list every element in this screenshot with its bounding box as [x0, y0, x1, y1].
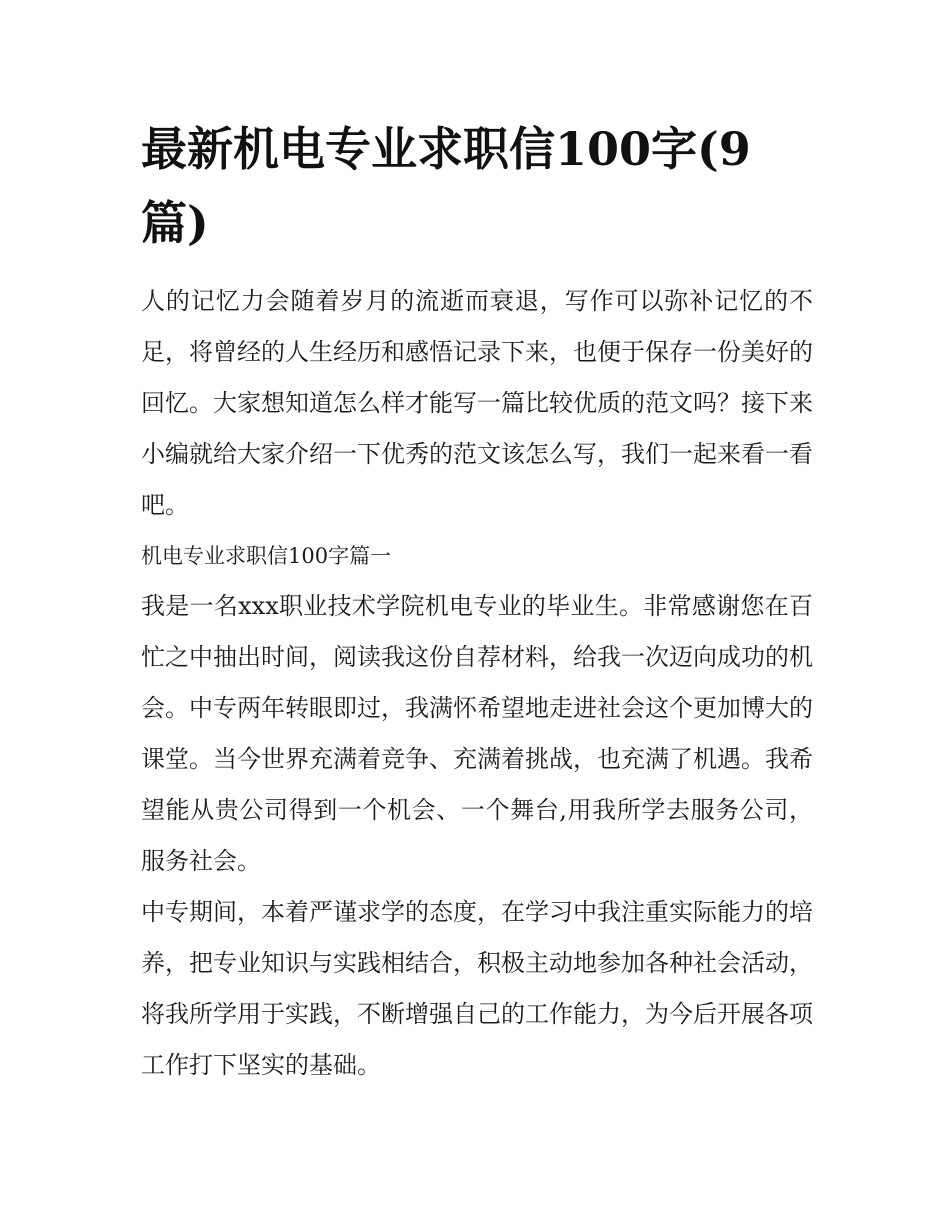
section-heading: 机电专业求职信100字篇一: [141, 544, 392, 568]
document-title: 最新机电专业求职信100字(9篇): [141, 122, 751, 250]
body-paragraph-2: 中专期间，本着严谨求学的态度，在学习中我注重实际能力的培养，把专业知识与实践相结合，积极主动地参加各种社会活动，将我所学用于实践，不断增强自己的工作能力，为今后开展各项工作打下坚实的基础。: [141, 898, 813, 1079]
body-paragraph-1: 我是一名xxx职业技术学院机电专业的毕业生。非常感谢您在百忙之中抽出时间，阅读我这份自荐材料，给我一次迈向成功的机会。中专两年转眼即过，我满怀希望地走进社会这个更加博大的课堂。当今世界充满着竞争、充满着挑战，也充满了机遇。我希望能从贵公司得到一个机会、一个舞台,用我所学去服务公司，服务社会。: [141, 592, 813, 875]
document-body: [141, 112, 813, 1091]
intro-paragraph: 人的记忆力会随着岁月的流逝而衰退，写作可以弥补记忆的不足，将曾经的人生经历和感悟记录下来，也便于保存一份美好的回忆。大家想知道怎么样才能写一篇比较优质的范文吗？接下来小编就给大家介绍一下优秀的范文该怎么写，我们一起来看一看吧。: [141, 287, 813, 519]
